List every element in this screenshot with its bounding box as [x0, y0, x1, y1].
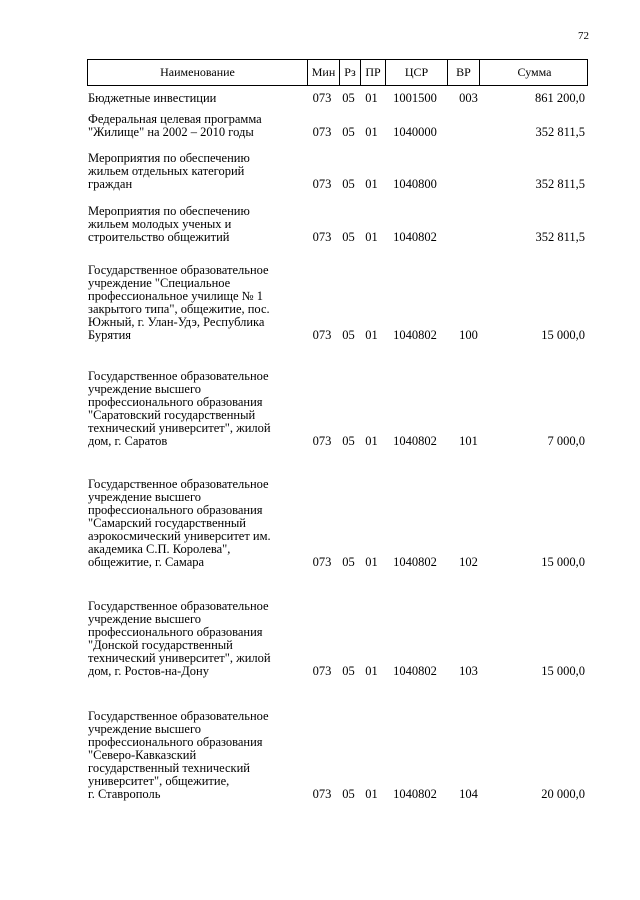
row-pr: 01 — [365, 177, 378, 191]
row-pr: 01 — [365, 664, 378, 678]
row-sum: 352 811,5 — [535, 230, 585, 244]
row-min: 073 — [312, 177, 332, 191]
row-csr: 1040802 — [393, 787, 437, 801]
row-name: Государственное образовательное учреждение высшего профессионального образования "Самарский государственный аэрокосмический университет им. академика С.П. Королева", общежитие, г. Самара — [88, 477, 271, 569]
row-rz: 05 — [342, 91, 355, 105]
row-csr: 1040802 — [393, 434, 437, 448]
row-sum: 861 200,0 — [535, 91, 585, 105]
row-csr: 1040802 — [393, 664, 437, 678]
row-sum: 20 000,0 — [541, 787, 585, 801]
header-csr: ЦСР — [385, 60, 447, 85]
row-csr: 1040000 — [393, 125, 437, 139]
row-sum: 15 000,0 — [541, 555, 585, 569]
row-sum: 7 000,0 — [547, 434, 585, 448]
row-name: Государственное образовательное учреждение высшего профессионального образования "Северо-Кавказский государственный технический университет", общежитие, г. Ставрополь — [88, 709, 269, 801]
row-sum: 352 811,5 — [535, 125, 585, 139]
row-rz: 05 — [342, 177, 355, 191]
row-rz: 05 — [342, 125, 355, 139]
row-min: 073 — [312, 555, 332, 569]
row-name: Федеральная целевая программа "Жилище" на 2002 – 2010 годы — [88, 112, 262, 139]
row-sum: 352 811,5 — [535, 177, 585, 191]
header-rz: Рз — [339, 60, 360, 85]
row-csr: 1040802 — [393, 555, 437, 569]
row-min: 073 — [312, 125, 332, 139]
row-min: 073 — [312, 787, 332, 801]
row-rz: 05 — [342, 328, 355, 342]
row-vr: 101 — [459, 434, 478, 448]
row-vr: 103 — [459, 664, 478, 678]
row-vr: 100 — [459, 328, 478, 342]
table-row — [0, 152, 640, 191]
row-name: Государственное образовательное учреждение "Специальное профессиональное училище № 1 закрытого типа", общежитие, пос. Южный, г. Улан-Удэ, Республика Бурятия — [88, 263, 270, 342]
row-rz: 05 — [342, 555, 355, 569]
table-row — [0, 113, 640, 139]
row-name: Мероприятия по обеспечению жильем отдельных категорий граждан — [88, 151, 250, 191]
table-row — [0, 92, 640, 105]
row-sum: 15 000,0 — [541, 328, 585, 342]
table-row — [0, 370, 640, 448]
row-name: Мероприятия по обеспечению жильем молодых ученых и строительство общежитий — [88, 204, 250, 244]
row-pr: 01 — [365, 434, 378, 448]
table-row — [0, 600, 640, 678]
row-name: Государственное образовательное учреждение высшего профессионального образования "Донской государственный технический университет", жилой дом, г. Ростов-на-Дону — [88, 599, 271, 678]
header-vr: ВР — [447, 60, 479, 85]
row-pr: 01 — [365, 555, 378, 569]
row-name: Бюджетные инвестиции — [88, 91, 217, 105]
row-min: 073 — [312, 328, 332, 342]
row-pr: 01 — [365, 125, 378, 139]
table-row — [0, 710, 640, 801]
row-rz: 05 — [342, 664, 355, 678]
row-pr: 01 — [365, 787, 378, 801]
row-min: 073 — [312, 434, 332, 448]
row-vr: 102 — [459, 555, 478, 569]
row-csr: 1040802 — [393, 230, 437, 244]
table-row — [0, 264, 640, 342]
row-min: 073 — [312, 230, 332, 244]
table-row — [0, 205, 640, 244]
row-pr: 01 — [365, 91, 378, 105]
row-csr: 1040800 — [393, 177, 437, 191]
header-pr: ПР — [360, 60, 385, 85]
row-sum: 15 000,0 — [541, 664, 585, 678]
row-pr: 01 — [365, 328, 378, 342]
row-rz: 05 — [342, 230, 355, 244]
row-min: 073 — [312, 664, 332, 678]
table-row — [0, 478, 640, 569]
row-rz: 05 — [342, 787, 355, 801]
row-vr: 003 — [459, 91, 478, 105]
header-sum: Сумма — [479, 60, 589, 85]
table-header — [87, 59, 588, 86]
header-name: Наименование — [160, 65, 235, 79]
row-min: 073 — [312, 91, 332, 105]
row-name: Государственное образовательное учреждение высшего профессионального образования "Саратовский государственный технический университет", жилой дом, г. Саратов — [88, 369, 271, 448]
row-rz: 05 — [342, 434, 355, 448]
row-pr: 01 — [365, 230, 378, 244]
page-number: 72 — [578, 30, 589, 42]
row-csr: 1040802 — [393, 328, 437, 342]
row-vr: 104 — [459, 787, 478, 801]
header-min: Мин — [307, 60, 339, 85]
row-csr: 1001500 — [393, 91, 437, 105]
